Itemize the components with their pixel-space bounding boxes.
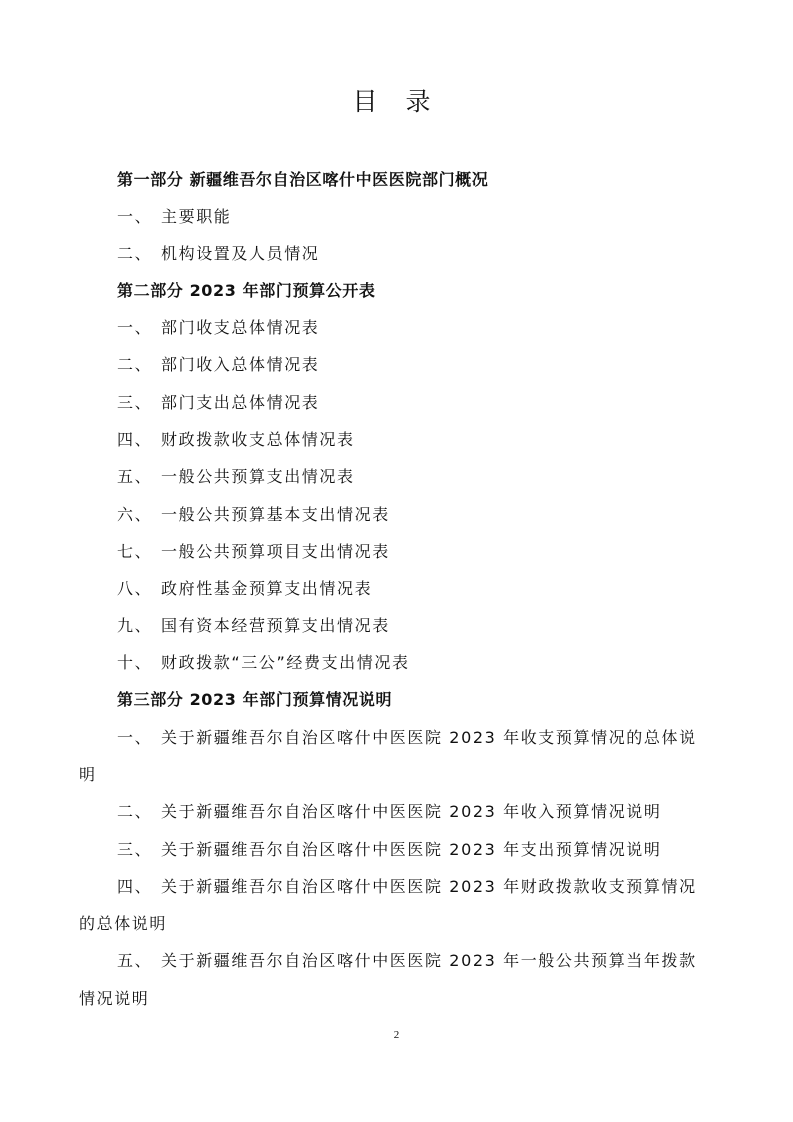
item-text: 机构设置及人员情况	[161, 244, 320, 263]
item-number: 三、	[117, 393, 153, 412]
item-number: 十、	[117, 653, 153, 672]
toc-item	[117, 951, 697, 971]
item-number: 二、	[117, 355, 153, 374]
toc-item	[117, 653, 410, 673]
item-text: 财政拨款“三公”经费支出情况表	[161, 653, 410, 672]
toc-item	[117, 877, 697, 897]
item-text: 一般公共预算支出情况表	[161, 467, 355, 486]
part-1-heading: 第一部分 新疆维吾尔自治区喀什中医医院部门概况	[117, 170, 489, 189]
page-title: 目 录	[352, 87, 441, 116]
item-number: 五、	[117, 951, 153, 970]
part-2-heading: 第二部分 2023 年部门预算公开表	[117, 281, 376, 300]
item-text: 关于新疆维吾尔自治区喀什中医医院 2023 年财政拨款收支预算情况	[161, 877, 697, 896]
item-number: 一、	[117, 207, 153, 226]
toc-item	[117, 542, 390, 562]
toc-item	[117, 505, 390, 525]
item-number: 二、	[117, 802, 153, 821]
item-text: 财政拨款收支总体情况表	[161, 430, 355, 449]
item-text: 主要职能	[161, 207, 232, 226]
item-number: 九、	[117, 616, 153, 635]
item-number: 八、	[117, 579, 153, 598]
item-text: 一般公共预算项目支出情况表	[161, 542, 390, 561]
item-text: 关于新疆维吾尔自治区喀什中医医院 2023 年收入预算情况说明	[161, 802, 662, 821]
toc-item	[117, 393, 319, 413]
item-number: 七、	[117, 542, 153, 561]
toc-item-continuation: 情况说明	[79, 989, 150, 1008]
item-number: 五、	[117, 467, 153, 486]
item-number: 六、	[117, 505, 153, 524]
toc-item	[117, 728, 697, 748]
toc-item	[117, 207, 231, 227]
item-number: 三、	[117, 840, 153, 859]
part-3-heading: 第三部分 2023 年部门预算情况说明	[117, 690, 393, 709]
toc-item	[117, 318, 319, 338]
toc-item	[117, 467, 355, 487]
toc-item	[117, 579, 372, 599]
toc-item	[117, 355, 319, 375]
toc-item-continuation: 的总体说明	[79, 914, 168, 933]
item-number: 四、	[117, 430, 153, 449]
item-number: 二、	[117, 244, 153, 263]
item-text: 关于新疆维吾尔自治区喀什中医医院 2023 年收支预算情况的总体说	[161, 728, 697, 747]
toc-item	[117, 840, 662, 860]
item-text: 部门收入总体情况表	[161, 355, 320, 374]
item-number: 四、	[117, 877, 153, 896]
item-number: 一、	[117, 728, 153, 747]
item-text: 关于新疆维吾尔自治区喀什中医医院 2023 年一般公共预算当年拨款	[161, 951, 697, 970]
toc-item	[117, 244, 319, 264]
toc-item-continuation: 明	[79, 765, 97, 784]
item-text: 关于新疆维吾尔自治区喀什中医医院 2023 年支出预算情况说明	[161, 840, 662, 859]
item-text: 政府性基金预算支出情况表	[161, 579, 373, 598]
item-number: 一、	[117, 318, 153, 337]
item-text: 国有资本经营预算支出情况表	[161, 616, 390, 635]
item-text: 一般公共预算基本支出情况表	[161, 505, 390, 524]
toc-item	[117, 802, 662, 822]
item-text: 部门收支总体情况表	[161, 318, 320, 337]
page-number: 2	[393, 1029, 400, 1041]
item-text: 部门支出总体情况表	[161, 393, 320, 412]
toc-item	[117, 430, 355, 450]
toc-item	[117, 616, 390, 636]
